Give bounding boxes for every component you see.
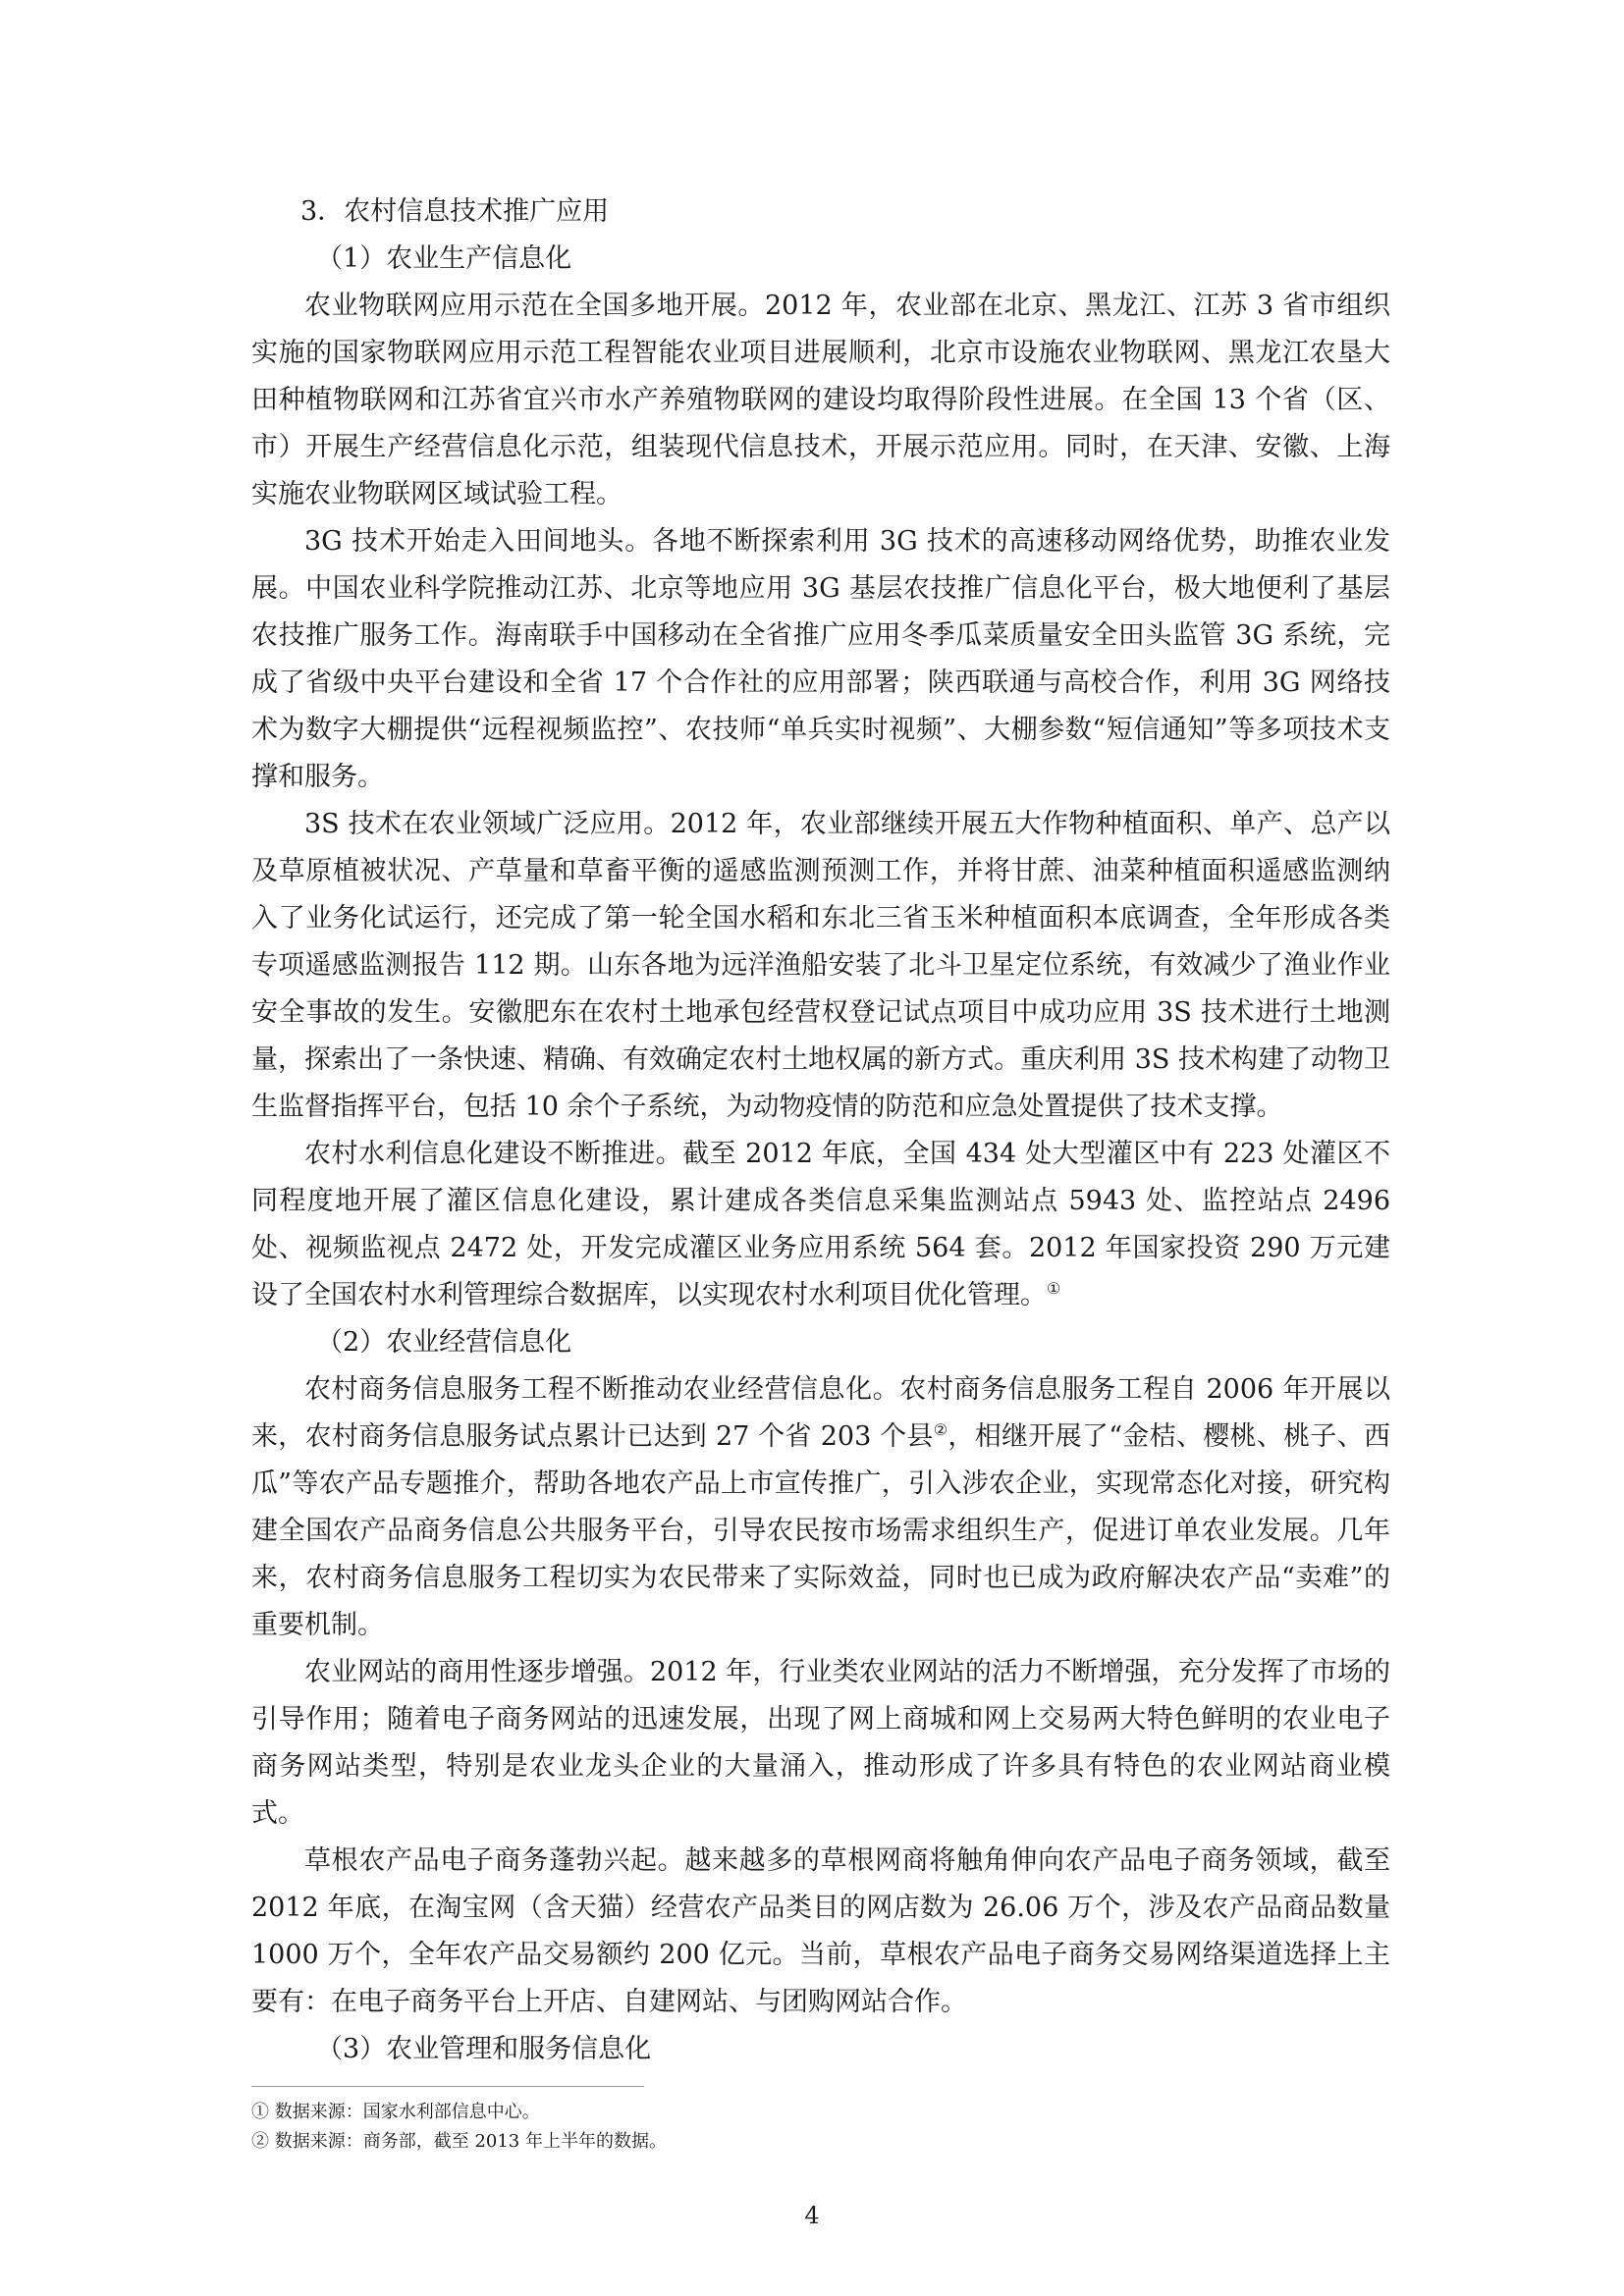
footnote-marker: ① (1047, 1279, 1061, 1298)
paragraph-text (251, 1131, 1390, 1319)
page-number: 4 (804, 2202, 820, 2229)
footnote: ① 数据来源：国家水利部信息中心。 (251, 2102, 540, 2122)
paragraph (251, 1131, 1390, 1319)
paragraph-text: 农业物联网应用示范在全国多地开展。2012 年，农业部在北京、黑龙江、江苏 3 省市组织实施的国家物联网应用示范工程智能农业项目进展顺利，北京市设施农业物联网、黑龙江农垦大田种植物联网和江苏省宜兴市水产养殖物联网的建设均取得阶段性进展。在全国 13 个省（区、市）开展生产经营信息化示范，组装现代信息技术，开展示范应用。同时，在天津、安徽、上海实施农业物联网区域试验工程。 (251, 291, 1390, 509)
body-text (251, 188, 1390, 2073)
paragraph-body: ，相继开展了“金桔、樱桃、桃子、西瓜”等农产品专题推介，帮助各地农产品上市宣传推广，引入涉农企业，实现常态化对接，研究构建全国农产品商务信息公共服务平台，引导农民按市场需求组织生产，促进订单农业发展。几年来，农村商务信息服务工程切实为农民带来了实际效益，同时也已成为政府解决农产品“卖难”的重要机制。 (251, 1421, 1390, 1640)
paragraph-text: 3G 技术开始走入田间地头。各地不断探索利用 3G 技术的高速移动网络优势，助推农业发展。中国农业科学院推动江苏、北京等地应用 3G 基层农技推广信息化平台，极大地便利了基层农技推广服务工作。海南联手中国移动在全省推广应用冬季瓜菜质量安全田头监管 3G 系统，完成了省级中央平台建设和全省 17 个合作社的应用部署；陕西联通与高校合作，利用 3G 网络技术为数字大棚提供“远程视频监控”、农技师“单兵实时视频”、大棚参数“短信通知”等多项技术支撑和服务。 (251, 526, 1390, 792)
paragraph-text (251, 1366, 1390, 1649)
section-heading: 3．农村信息技术推广应用 (300, 196, 610, 227)
paragraph (251, 1366, 1390, 1649)
paragraph (251, 283, 1390, 518)
footnote-divider (251, 2086, 644, 2087)
subsection-heading-3: （3）农业管理和服务信息化 (316, 2034, 652, 2064)
paragraph (251, 1649, 1390, 1838)
paragraph (251, 801, 1390, 1131)
paragraph (251, 1838, 1390, 2026)
paragraph-body: 农村水利信息化建设不断推进。截至 2012 年底，全国 434 处大型灌区中有 223 处灌区不同程度地开展了灌区信息化建设，累计建成各类信息采集监测站点 5943 处、监控站点 2496 处、视频监视点 2472 处，开发完成灌区业务应用系统 564 套。2012 年国家投资 290 万元建设了全国农村水利管理综合数据库，以实现农村水利项目优化管理。 (251, 1139, 1390, 1310)
paragraph (251, 518, 1390, 801)
subsection-heading-2: （2）农业经营信息化 (316, 1327, 572, 1358)
footnotes (251, 2098, 1390, 2157)
paragraph-text: 3S 技术在农业领域广泛应用。2012 年，农业部继续开展五大作物种植面积、单产、总产以及草原植被状况、产草量和草畜平衡的遥感监测预测工作，并将甘蔗、油菜种植面积遥感监测纳入了业务化试运行，还完成了第一轮全国水稻和东北三省玉米种植面积本底调查，全年形成各类专项遥感监测报告 112 期。山东各地为远洋渔船安装了北斗卫星定位系统，有效减少了渔业作业安全事故的发生。安徽肥东在农村土地承包经营权登记试点项目中成功应用 3S 技术进行土地测量，探索出了一条快速、精确、有效确定农村土地权属的新方式。重庆利用 3S 技术构建了动物卫生监督指挥平台，包括 10 余个子系统，为动物疫情的防范和应急处置提供了技术支撑。 (251, 809, 1390, 1122)
paragraph-text: 草根农产品电子商务蓬勃兴起。越来越多的草根网商将触角伸向农产品电子商务领域，截至 2012 年底，在淘宝网（含天猫）经营农产品类目的网店数为 26.06 万个，涉及农产品商品数量 1000 万个，全年农产品交易额约 200 亿元。当前，草根农产品电子商务交易网络渠道选择上主要有：在电子商务平台上开店、自建网站、与团购网站合作。 (251, 1845, 1390, 2017)
paragraph-body: 农村商务信息服务工程不断推动农业经营信息化。农村商务信息服务工程自 2006 年开展以来，农村商务信息服务试点累计已达到 27 个省 203 个县 (251, 1374, 1390, 1452)
footnote-marker: ② (933, 1420, 948, 1439)
subsection-heading-1: （1）农业生产信息化 (316, 243, 572, 274)
paragraph-text: 农业网站的商用性逐步增强。2012 年，行业类农业网站的活力不断增强，充分发挥了市场的引导作用；随着电子商务网站的迅速发展，出现了网上商城和网上交易两大特色鲜明的农业电子商务网站类型，特别是农业龙头企业的大量涌入，推动形成了许多具有特色的农业网站商业模式。 (251, 1657, 1390, 1829)
footnote: ② 数据来源：商务部，截至 2013 年上半年的数据。 (251, 2131, 667, 2152)
